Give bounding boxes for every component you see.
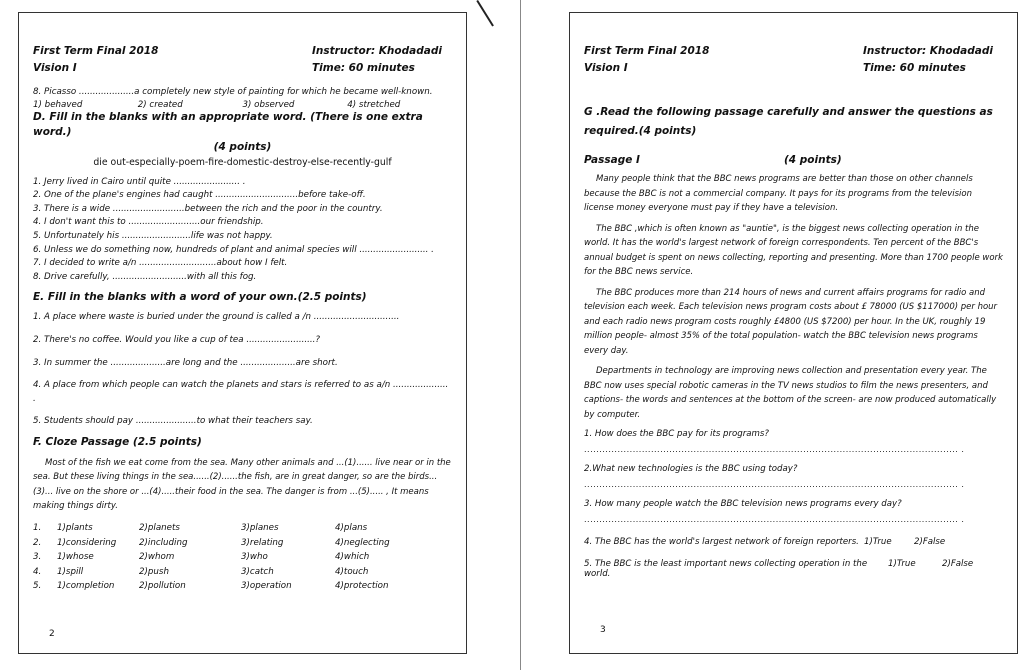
option: 2)including — [139, 537, 188, 548]
row-number: 2. — [33, 537, 42, 548]
section-e-title: E. Fill in the blanks with a word of your own.(2.5 points) — [33, 291, 367, 304]
option: 4)neglecting — [335, 537, 390, 548]
section-d-item: 5. Unfortunately his .........................life was not happy. — [33, 230, 273, 241]
option: 4)which — [335, 552, 370, 563]
option: 3)who — [241, 552, 268, 563]
passage-paragraph: The BBC ,which is often known as "auntie", is the biggest news collecting operation in the world. It has the world's largest network of foreign correspondents. Ten percent of the BBC's annual budget is spent on news collecting, reporting and presenting. More than 1700 people work for the BBC news service. — [584, 223, 1003, 277]
version-label: Vision I — [33, 62, 77, 74]
section-d-title: D. Fill in the blanks with an appropriate word. (There is one extra word.) — [33, 110, 423, 138]
page-header — [584, 43, 1003, 77]
true-false-item — [584, 537, 1003, 547]
section-d-item: 7. I decided to write a/n ............................about how I felt. — [33, 258, 288, 269]
option: 3)planes — [241, 522, 279, 533]
section-d-item: 6. Unless we do something now, hundreds of plant and animal species will ......................... . — [33, 244, 434, 255]
section-e-item: 1. A place where waste is buried under the ground is called a /n ............................... — [33, 312, 400, 323]
time-label: Time: 60 minutes — [312, 62, 415, 74]
exam-page-2 — [18, 12, 467, 654]
question: 3. How many people watch the BBC television news programs every day? — [584, 499, 902, 509]
option: 3)relating — [241, 537, 284, 548]
option: 1)whose — [57, 552, 94, 563]
option: 4)touch — [335, 566, 369, 577]
option: 1) behaved — [33, 99, 83, 110]
table-row — [33, 523, 393, 538]
section-d-item: 4. I don't want this to ..........................our friendship. — [33, 217, 264, 228]
table-row — [33, 538, 393, 553]
option: 3)operation — [241, 581, 292, 592]
option: 4)protection — [335, 581, 389, 592]
page-divider — [520, 0, 521, 670]
section-e-item: 3. In summer the ....................are long and the ....................are short. — [33, 357, 338, 368]
question-8: 8. Picasso ....................a completely new style of painting for which he became well-known. — [33, 87, 433, 97]
course-title: First Term Final 2018 — [584, 45, 710, 57]
table-row — [33, 552, 393, 567]
passage-heading — [584, 153, 1003, 168]
true-false-item — [584, 559, 1003, 579]
passage-paragraph: The BBC produces more than 214 hours of news and current affairs programs for radio and television each week. Each television news program costs about £ 78000 (US $117000) per hour and each radio news program costs roughly £4800 (US $7200) per hour. In the UK, roughly 19 million people- almost 35% of the total population- watch the BBC television news programs every day. — [584, 287, 998, 356]
row-number: 1. — [33, 522, 42, 533]
option: 2)pollution — [139, 581, 186, 592]
section-d-item: 3. There is a wide ..........................between the rich and the poor in the country. — [33, 203, 383, 214]
option: 1)plants — [57, 522, 93, 533]
passage-label: Passage I — [584, 154, 640, 166]
option: 1)completion — [57, 581, 115, 592]
section-e-item: 4. A place from which people can watch the planets and stars is referred to as a/n .................... . — [33, 380, 449, 404]
cloze-passage: Most of the fish we eat come from the sea. Many other animals and ...(1)...... live near or in the sea. But these living things in the sea......(2)......the fish, are in great danger, so are the birds...(3)... live on the shore or ...(4).....their food in the sea. The danger is from ...(5)..... , It means making things dirty. — [33, 457, 451, 512]
cloze-options-table — [33, 523, 393, 596]
section-d-item: 8. Drive carefully, ...........................with all this fog. — [33, 271, 257, 282]
answer-line: ........................................................................................................................... . — [584, 480, 965, 489]
course-title: First Term Final 2018 — [33, 45, 159, 57]
page-header — [33, 43, 452, 77]
question-8-options — [33, 100, 452, 110]
time-label: Time: 60 minutes — [863, 62, 966, 74]
instructor-label: Instructor: Khodadadi — [863, 45, 993, 57]
row-number: 4. — [33, 566, 42, 577]
answer-line: ........................................................................................................................... . — [584, 515, 965, 524]
version-label: Vision I — [584, 62, 628, 74]
question: 1. How does the BBC pay for its programs? — [584, 429, 769, 439]
option: 2)push — [139, 566, 169, 577]
word-bank: die out-especially-poem-fire-domestic-destroy-else-recently-gulf — [93, 156, 392, 168]
option: 2)planets — [139, 522, 180, 533]
passage-paragraph: Many people think that the BBC news programs are better than those on other channels because the BBC is not a commercial company. It pays for its programs from the television license money everyone must pay if they have a television. — [584, 174, 973, 213]
passage-points: (4 points) — [784, 154, 842, 166]
question: 2.What new technologies is the BBC using today? — [584, 464, 798, 474]
section-e-item: 5. Students should pay ......................to what their teachers say. — [33, 416, 313, 427]
table-row — [33, 567, 393, 582]
section-f-title: F. Cloze Passage (2.5 points) — [33, 435, 202, 448]
option-false: 2)False — [914, 537, 946, 547]
option-false: 2)False — [942, 559, 974, 569]
exam-page-3 — [569, 12, 1018, 654]
section-e-item: 2. There's no coffee. Would you like a cup of tea .........................? — [33, 334, 321, 345]
row-number: 3. — [33, 552, 42, 563]
option: 4) stretched — [347, 99, 401, 110]
option: 2) created — [137, 99, 183, 110]
page-fold-mark — [476, 0, 494, 27]
table-row — [33, 581, 393, 596]
page-number: 2 — [49, 629, 55, 639]
row-number: 5. — [33, 581, 42, 592]
option: 3)catch — [241, 566, 274, 577]
section-d-item: 1. Jerry lived in Cairo until quite ........................ . — [33, 176, 246, 187]
instructor-label: Instructor: Khodadadi — [312, 45, 442, 57]
option: 2)whom — [139, 552, 175, 563]
option-true: 1)True — [864, 537, 892, 547]
option-true: 1)True — [888, 559, 916, 569]
page-number: 3 — [600, 625, 606, 635]
section-d-item: 2. One of the plane's engines had caught ..............................before take-off. — [33, 190, 366, 201]
option: 3) observed — [242, 99, 295, 110]
option: 1)spill — [57, 566, 84, 577]
statement: 4. The BBC has the world's largest network of foreign reporters. — [584, 537, 859, 547]
option: 4)plans — [335, 522, 368, 533]
answer-line: ........................................................................................................................... . — [584, 445, 965, 454]
statement: 5. The BBC is the least important news collecting operation in the world. — [584, 559, 868, 579]
section-g-title: G .Read the following passage carefully and answer the questions as required.(4 points) — [584, 106, 993, 137]
passage-paragraph: Departments in technology are improving news collection and presentation every year. The BBC now uses special robotic cameras in the TV news studios to film the news presenters, and captions- the words and sentences at the bottom of the screen- are now produced automatically by computer. — [584, 366, 997, 420]
option: 1)considering — [57, 537, 117, 548]
section-d-points: (4 points) — [213, 140, 272, 153]
